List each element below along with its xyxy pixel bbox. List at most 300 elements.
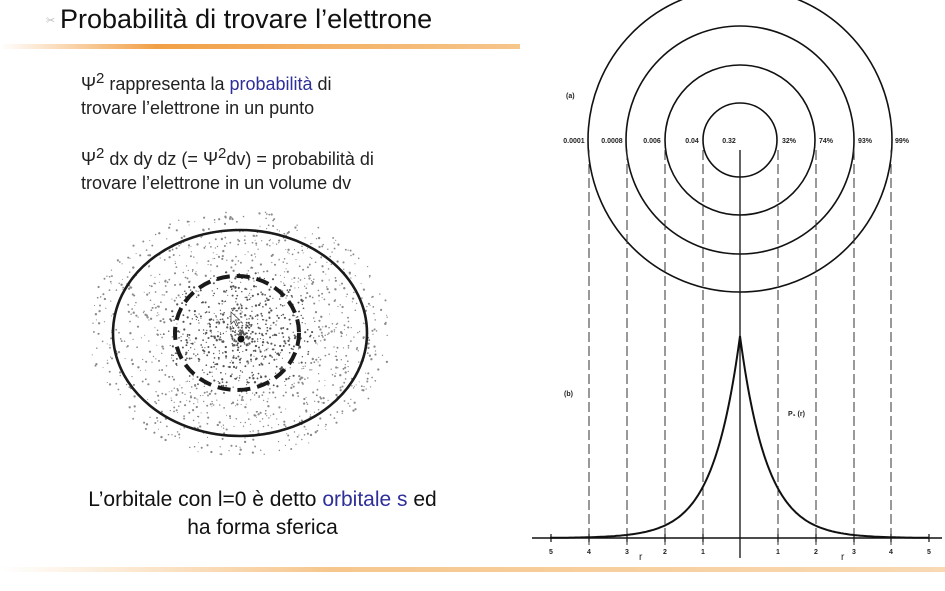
density-dot — [189, 447, 191, 449]
density-dot — [325, 429, 326, 430]
density-dot — [216, 265, 218, 267]
density-dot — [293, 362, 294, 363]
density-dot — [196, 398, 197, 399]
density-dot — [256, 235, 258, 237]
density-dot — [335, 373, 336, 374]
density-dot — [231, 373, 232, 374]
density-dot — [230, 362, 231, 363]
density-dot — [251, 317, 253, 319]
density-dot — [222, 438, 224, 440]
density-dot — [246, 393, 247, 394]
density-dot — [306, 402, 307, 403]
density-dot — [154, 327, 155, 328]
density-dot — [178, 294, 180, 296]
density-dot — [301, 382, 303, 384]
density-dot — [332, 384, 334, 386]
density-dot — [353, 292, 355, 294]
density-dot — [246, 343, 248, 345]
density-dot — [241, 305, 243, 307]
density-dot — [327, 334, 329, 336]
density-dot — [325, 426, 326, 427]
density-dot — [259, 328, 261, 330]
density-dot — [257, 413, 259, 415]
density-dot — [318, 409, 319, 410]
density-dot — [325, 325, 327, 327]
density-dot — [129, 406, 131, 408]
density-dot — [176, 388, 178, 390]
density-dot — [225, 373, 226, 374]
density-dot — [210, 366, 212, 368]
density-dot — [235, 276, 237, 278]
density-dot — [363, 336, 365, 338]
density-dot — [318, 373, 319, 374]
density-dot — [161, 353, 162, 354]
density-dot — [311, 258, 312, 259]
density-dot — [241, 399, 243, 401]
density-dot — [132, 363, 134, 365]
density-dot — [188, 244, 190, 246]
density-dot — [259, 333, 261, 335]
density-dot — [111, 269, 112, 270]
density-dot — [322, 326, 323, 327]
density-dot — [293, 345, 295, 347]
density-dot — [232, 270, 234, 272]
density-dot — [272, 391, 274, 393]
density-dot — [250, 424, 251, 425]
density-dot — [242, 322, 243, 323]
density-dot — [318, 335, 320, 337]
density-dot — [239, 307, 240, 308]
density-dot — [334, 329, 336, 331]
density-dot — [180, 340, 182, 342]
density-dot — [109, 276, 111, 278]
density-dot — [281, 332, 283, 334]
density-dot — [293, 375, 295, 377]
density-dot — [182, 333, 183, 334]
density-dot — [220, 372, 222, 374]
density-dot — [162, 294, 163, 295]
density-dot — [258, 346, 260, 348]
density-dot — [231, 403, 233, 405]
psi-symbol: Ψ — [81, 74, 97, 94]
density-dot — [272, 298, 273, 299]
density-dot — [219, 421, 221, 423]
density-dot — [261, 356, 262, 357]
density-dot — [209, 323, 210, 324]
density-dot — [207, 423, 209, 425]
density-dot — [261, 364, 263, 366]
density-dot — [150, 275, 151, 276]
density-dot — [253, 365, 254, 366]
density-dot — [251, 372, 253, 374]
density-dot — [350, 340, 352, 342]
density-dot — [334, 248, 336, 250]
density-dot — [341, 410, 343, 412]
density-dot — [304, 426, 306, 428]
density-dot — [129, 332, 131, 334]
density-dot — [237, 310, 238, 311]
density-dot — [207, 417, 209, 419]
density-dot — [374, 328, 376, 330]
density-dot — [207, 323, 208, 324]
density-dot — [244, 314, 246, 316]
density-dot — [244, 441, 246, 443]
density-dot — [352, 301, 353, 302]
density-dot — [260, 376, 262, 378]
density-dot — [142, 381, 144, 383]
density-dot — [318, 290, 320, 292]
density-dot — [298, 287, 299, 288]
density-dot — [340, 304, 341, 305]
density-dot — [109, 383, 111, 385]
label-99-percent: 99% — [894, 138, 910, 145]
density-dot — [225, 301, 227, 303]
label-0.04: 0.04 — [685, 138, 699, 145]
density-dot — [222, 303, 223, 304]
density-dot — [187, 334, 189, 336]
density-dot — [143, 312, 144, 313]
density-dot — [165, 285, 167, 287]
density-dot — [277, 229, 278, 230]
density-dot — [269, 312, 270, 313]
density-dot — [353, 336, 354, 337]
density-dot — [254, 340, 256, 342]
density-dot — [205, 275, 207, 277]
density-dot — [230, 326, 232, 328]
density-dot — [145, 370, 146, 371]
density-dot — [173, 379, 175, 381]
density-dot — [155, 403, 157, 405]
density-dot — [273, 359, 275, 361]
density-dot — [210, 335, 212, 337]
density-dot — [269, 240, 270, 241]
density-dot — [236, 295, 238, 297]
density-dot — [291, 348, 293, 350]
density-dot — [214, 337, 216, 339]
density-dot — [342, 333, 344, 335]
density-dot — [288, 336, 290, 338]
density-dot — [120, 375, 122, 377]
density-dot — [218, 218, 220, 220]
density-dot — [255, 240, 256, 241]
density-dot — [224, 237, 226, 239]
density-dot — [331, 251, 332, 252]
density-dot — [241, 307, 243, 309]
density-dot — [255, 304, 257, 306]
density-dot — [255, 272, 257, 274]
density-dot — [232, 327, 234, 329]
density-dot — [225, 357, 227, 359]
density-dot — [170, 320, 172, 322]
density-dot — [215, 238, 217, 240]
density-dot — [205, 333, 206, 334]
density-dot — [170, 345, 171, 346]
psi-squared-probability-text — [81, 67, 332, 120]
density-dot — [307, 353, 309, 355]
density-dot — [220, 339, 221, 340]
density-dot — [264, 454, 265, 455]
density-dot — [310, 414, 311, 415]
density-dot — [335, 280, 337, 282]
density-dot — [236, 221, 238, 223]
density-dot — [221, 378, 223, 380]
density-dot — [168, 330, 169, 331]
density-dot — [238, 380, 239, 381]
density-dot — [160, 421, 162, 423]
density-dot — [267, 299, 269, 301]
tick-label: 1 — [701, 549, 705, 556]
density-dot — [222, 319, 223, 320]
density-dot — [149, 292, 151, 294]
density-dot — [301, 362, 303, 364]
density-dot — [188, 337, 189, 338]
density-dot — [173, 355, 174, 356]
density-dot — [146, 314, 148, 316]
density-dot — [181, 336, 182, 337]
density-dot — [268, 398, 269, 399]
density-dot — [343, 382, 345, 384]
density-dot — [263, 339, 264, 340]
density-dot — [220, 336, 222, 338]
density-dot — [292, 254, 294, 256]
density-dot — [252, 295, 254, 297]
density-dot — [201, 412, 202, 413]
density-dot — [218, 324, 219, 325]
density-dot — [198, 358, 200, 360]
density-dot — [214, 357, 216, 359]
density-dot — [276, 315, 278, 317]
density-dot — [107, 343, 108, 344]
density-dot — [286, 268, 287, 269]
density-dot — [239, 359, 241, 361]
density-dot — [297, 316, 299, 318]
density-dot — [183, 235, 185, 237]
density-dot — [334, 299, 336, 301]
density-dot — [281, 366, 283, 368]
density-dot — [312, 358, 314, 360]
density-dot — [370, 305, 371, 306]
density-dot — [213, 344, 215, 346]
density-dot — [354, 402, 356, 404]
density-dot — [177, 412, 178, 413]
density-dot — [245, 297, 246, 298]
density-dot — [316, 430, 318, 432]
density-dot — [296, 392, 298, 394]
density-dot — [105, 308, 106, 309]
density-dot — [188, 247, 189, 248]
density-dot — [344, 367, 346, 369]
density-dot — [224, 351, 226, 353]
density-dot — [111, 357, 113, 359]
density-dot — [244, 365, 246, 367]
density-dot — [223, 428, 224, 429]
density-dot — [328, 353, 330, 355]
density-dot — [218, 303, 219, 304]
density-dot — [271, 356, 272, 357]
density-dot — [312, 391, 314, 393]
density-dot — [190, 255, 192, 257]
density-dot — [192, 271, 193, 272]
density-dot — [246, 379, 247, 380]
density-dot — [99, 305, 101, 307]
density-dot — [182, 294, 183, 295]
density-dot — [186, 381, 187, 382]
density-dot — [331, 330, 333, 332]
density-dot — [307, 248, 308, 249]
density-dot — [281, 315, 282, 316]
density-dot — [241, 311, 242, 312]
density-dot — [275, 334, 277, 336]
density-dot — [243, 216, 245, 218]
density-dot — [159, 369, 161, 371]
density-dot — [301, 439, 303, 441]
density-dot — [122, 263, 123, 264]
density-dot — [102, 293, 104, 295]
density-dot — [236, 333, 238, 335]
density-dot — [258, 397, 260, 399]
density-dot — [197, 451, 198, 452]
density-dot — [142, 359, 143, 360]
label-93-percent: 93% — [857, 138, 873, 145]
density-dot — [314, 321, 315, 322]
density-dot — [146, 249, 148, 251]
density-dot — [194, 385, 196, 387]
density-dot — [200, 395, 201, 396]
density-dot — [213, 366, 215, 368]
density-dot — [283, 345, 285, 347]
density-dot — [219, 353, 220, 354]
density-dot — [92, 354, 93, 355]
density-dot — [119, 261, 121, 263]
density-dot — [241, 334, 242, 335]
density-dot — [216, 254, 217, 255]
density-dot — [174, 435, 176, 437]
density-dot — [272, 335, 273, 336]
density-dot — [272, 243, 273, 244]
density-dot — [262, 418, 263, 419]
density-dot — [278, 424, 279, 425]
density-dot — [158, 314, 159, 315]
density-dot — [230, 445, 232, 447]
density-dot — [196, 243, 198, 245]
density-dot — [213, 319, 214, 320]
density-dot — [260, 338, 261, 339]
density-dot — [207, 346, 209, 348]
density-dot — [344, 400, 346, 402]
exponent: 2 — [96, 70, 105, 87]
density-dot — [206, 330, 207, 331]
density-dot — [363, 386, 364, 387]
density-dot — [155, 358, 156, 359]
density-dot — [147, 399, 148, 400]
density-dot — [259, 226, 260, 227]
density-dot — [205, 301, 207, 303]
density-dot — [94, 305, 95, 306]
density-dot — [330, 414, 332, 416]
density-dot — [203, 333, 204, 334]
density-dot — [374, 380, 376, 382]
density-dot — [329, 279, 330, 280]
density-dot — [195, 355, 196, 356]
density-dot — [246, 404, 247, 405]
density-dot — [196, 319, 197, 320]
density-dot — [118, 283, 119, 284]
tick-label: 2 — [814, 549, 818, 556]
density-dot — [153, 432, 155, 434]
density-dot — [321, 265, 323, 267]
density-dot — [104, 321, 105, 322]
tick-label: 3 — [625, 549, 629, 556]
density-dot — [234, 344, 236, 346]
density-dot — [266, 327, 268, 329]
density-dot — [118, 389, 120, 391]
density-dot — [306, 397, 307, 398]
density-dot — [309, 264, 311, 266]
density-dot — [161, 337, 163, 339]
density-dot — [325, 424, 327, 426]
density-dot — [192, 379, 193, 380]
density-dot — [157, 395, 159, 397]
density-dot — [232, 295, 234, 297]
density-dot — [246, 322, 248, 324]
density-dot — [380, 309, 382, 311]
caption-line2: ha forma sferica — [187, 516, 338, 539]
density-dot — [305, 362, 307, 364]
density-dot — [130, 313, 132, 315]
density-dot — [200, 289, 202, 291]
density-dot — [251, 306, 252, 307]
density-dot — [191, 358, 192, 359]
density-dot — [235, 288, 236, 289]
density-dot — [204, 353, 205, 354]
density-dot — [212, 403, 213, 404]
density-dot — [154, 422, 156, 424]
density-dot — [289, 439, 291, 441]
density-dot — [248, 295, 249, 296]
density-dot — [148, 340, 150, 342]
density-dot — [229, 281, 230, 282]
density-dot — [336, 359, 338, 361]
density-dot — [263, 271, 265, 273]
density-dot — [313, 279, 314, 280]
density-dot — [261, 315, 263, 317]
density-dot — [110, 281, 112, 283]
density-dot — [98, 310, 100, 312]
density-dot — [267, 348, 268, 349]
density-dot — [302, 317, 304, 319]
density-dot — [197, 294, 199, 296]
density-dot — [346, 334, 347, 335]
density-dot — [258, 373, 260, 375]
density-dot — [158, 360, 160, 362]
density-dot — [118, 351, 120, 353]
density-dot — [369, 275, 371, 277]
density-dot — [244, 343, 246, 345]
density-dot — [369, 355, 371, 357]
density-dot — [162, 348, 164, 350]
density-dot — [287, 249, 289, 251]
density-dot — [322, 336, 324, 338]
density-dot — [225, 385, 227, 387]
density-dot — [183, 415, 185, 417]
density-dot — [386, 317, 387, 318]
density-dot — [371, 330, 373, 332]
density-dot — [324, 385, 325, 386]
density-dot — [271, 262, 272, 263]
density-dot — [238, 307, 240, 309]
density-dot — [149, 285, 150, 286]
density-dot — [136, 253, 137, 254]
